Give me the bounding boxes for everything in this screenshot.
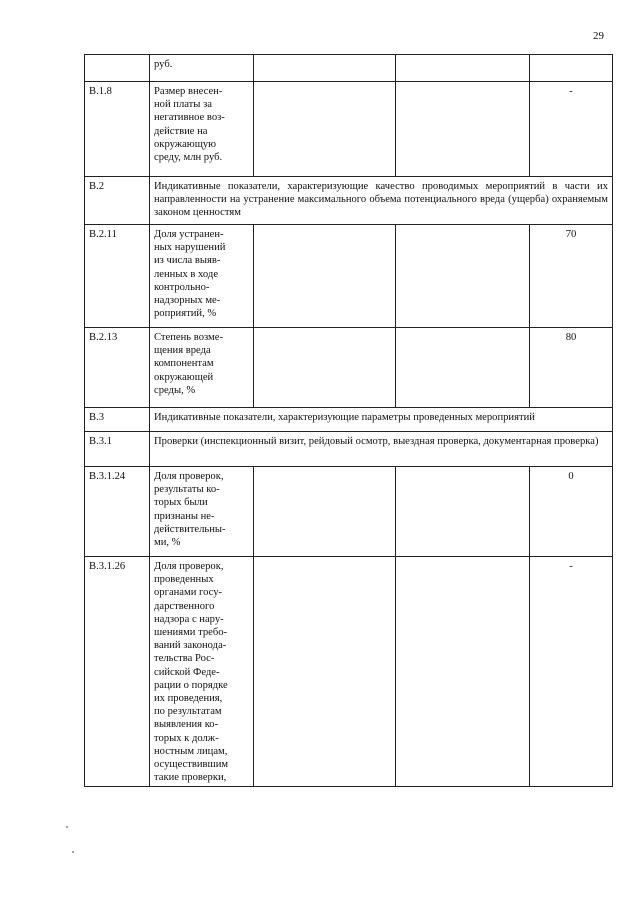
empty-cell [396,225,530,328]
indicator-name-line: надзорных ме- [154,295,221,307]
empty-cell [254,467,396,557]
indicator-value [530,55,613,82]
indicator-name-line: ми, % [154,537,181,549]
empty-cell [396,82,530,177]
indicator-name-line: по результатам [154,706,222,718]
indicator-name-line: компонентам [154,358,214,370]
indicator-name-line: Доля проверок, [154,561,224,572]
indicator-name [150,55,254,82]
row-code: В.3 [85,408,150,432]
indicator-name-line: щения вреда [154,345,211,357]
section-header-row [85,408,613,432]
empty-cell [396,467,530,557]
indicator-name-line: торых были [154,497,208,509]
indicator-name-line: дарственного [154,600,215,612]
indicator-name-line: осуществившим [154,759,229,771]
indicator-name-line: ной платы за [154,99,212,111]
indicator-name-line: их проведения, [154,693,223,705]
row-code: В.2 [85,177,150,225]
indicator-value: - [530,82,613,177]
indicator-name-line: среду, млн руб. [154,152,223,164]
indicator-row [85,467,613,557]
row-code: В.3.1 [85,432,150,467]
section-title: Проверки (инспекционный визит, рейдовый осмотр, выездная проверка, документарная проверка) [150,432,613,467]
indicator-name [150,225,254,328]
row-code: В.1.8 [85,82,150,177]
indicator-name-line: органами госу- [154,587,223,599]
section-header-row [85,432,613,467]
indicator-value: 0 [530,467,613,557]
indicator-name-line: ленных в ходе [154,268,219,280]
indicator-row [85,225,613,328]
indicator-name-line: надзора с нару- [154,613,224,625]
row-code: В.3.1.24 [85,467,150,557]
empty-cell [254,557,396,787]
indicators-table [84,54,613,787]
empty-cell [396,557,530,787]
indicator-value: - [530,557,613,787]
empty-cell [254,328,396,408]
indicator-name-line: действие на [154,125,208,137]
indicator-name-line: Степень возме- [154,332,223,343]
empty-cell [396,55,530,82]
indicator-name-line: ных нарушений [154,242,226,254]
indicator-name [150,328,254,408]
indicator-name-line: контрольно- [154,281,210,293]
indicator-name-line: шениями требо- [154,627,228,639]
empty-cell [396,328,530,408]
indicator-name-line: из числа выяв- [154,255,221,267]
scan-speck [66,826,68,828]
empty-cell [254,225,396,328]
indicator-row [85,55,613,82]
indicator-name-line: такие проверки, [154,772,227,784]
indicator-name-line: результаты ко- [154,484,220,496]
indicator-name-line: руб. [154,59,173,70]
indicator-name-line: роприятий, % [154,308,217,320]
indicator-name [150,557,254,787]
indicator-name-line: окружающую [154,138,217,150]
scan-speck [72,851,74,853]
section-title: Индикативные показатели, характеризующие качество проводимых мероприятий в части их направленности на устранение максимального объема потенциального вреда (ущерба) охраняемым законом ценностям [150,177,613,225]
indicator-row [85,557,613,787]
indicator-name-line: проведенных [154,574,214,586]
indicator-name [150,82,254,177]
row-code: В.2.13 [85,328,150,408]
indicator-name-line: Размер внесен- [154,86,223,97]
page-number: 29 [593,30,604,42]
indicator-name-line: негативное воз- [154,112,225,124]
row-code [85,55,150,82]
indicator-name-line: торых к долж- [154,732,219,744]
indicator-value: 70 [530,225,613,328]
row-code: В.2.11 [85,225,150,328]
indicator-name-line: действительны- [154,523,226,535]
empty-cell [254,82,396,177]
indicator-name-line: Доля проверок, [154,471,224,482]
indicator-name-line: Доля устранен- [154,229,224,240]
empty-cell [254,55,396,82]
section-title: Индикативные показатели, характеризующие параметры проведенных мероприятий [150,408,613,432]
indicator-value: 80 [530,328,613,408]
indicator-row [85,328,613,408]
indicator-name-line: окружающей [154,371,214,383]
section-header-row [85,177,613,225]
indicator-name-line: тельства Рос- [154,653,215,665]
indicator-name [150,467,254,557]
indicator-name-line: сийской Феде- [154,666,220,678]
indicator-name-line: среды, % [154,384,196,396]
row-code: В.3.1.26 [85,557,150,787]
indicator-name-line: выявления ко- [154,719,219,731]
indicator-name-line: ностным лицам, [154,745,228,757]
indicator-row [85,82,613,177]
indicator-name-line: признаны не- [154,510,215,522]
indicator-name-line: рации о порядке [154,679,228,691]
indicator-name-line: ваний законода- [154,640,227,652]
